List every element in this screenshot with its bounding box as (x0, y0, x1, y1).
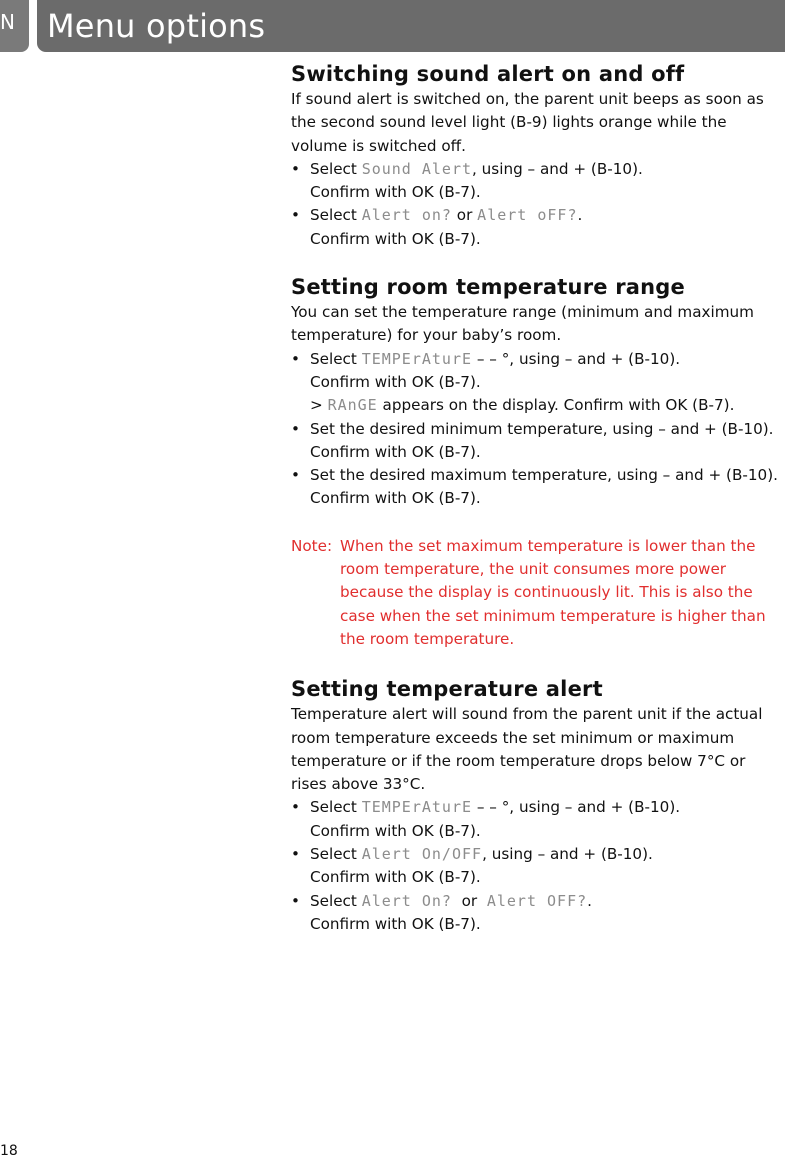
arrow-text: > (310, 396, 328, 415)
list-item (291, 204, 785, 227)
step-text: Set the desired minimum temperature, using – and + (B-10). (310, 419, 774, 438)
section-intro-sound-alert: If sound alert is switched on, the parent unit beeps as soon as the second sound level light (B-9) lights orange while the volume is switched off. (291, 90, 764, 155)
section-intro-temperature-alert: Temperature alert will sound from the parent unit if the actual room temperature exceeds the set minimum or maximum temperature or if the room temperature drops below 7°C or rises above 33°C. (291, 705, 763, 794)
bullet-dot: • (291, 419, 300, 438)
confirm-line: Confirm with OK (B-7). (310, 229, 481, 248)
step-text: Select (310, 159, 362, 178)
confirm-line: Confirm with OK (B-7). (310, 821, 481, 840)
step-text: or (451, 206, 478, 225)
step-text: , using – and + (B-10). (482, 845, 653, 864)
language-label: N (0, 10, 15, 34)
confirm-line: Confirm with OK (B-7). (310, 489, 481, 508)
list-item (291, 158, 785, 181)
result-line (291, 394, 785, 417)
step-text: . (587, 891, 592, 910)
bullet-dot: • (291, 206, 300, 225)
bullet-dot: • (291, 891, 300, 910)
bullet-dot: • (291, 798, 300, 817)
step-text: Select (310, 845, 362, 864)
list-item (291, 843, 785, 866)
section-title-temperature-alert: Setting temperature alert (291, 677, 603, 702)
list-item (291, 890, 785, 913)
step-text: . (577, 206, 583, 225)
note-label: Note: (291, 536, 333, 555)
page-title: Menu options (47, 7, 266, 45)
page-number: 18 (0, 1143, 18, 1159)
step-text: appears on the display. Confirm with OK (B-7). (377, 396, 735, 415)
language-tab (0, 0, 29, 52)
list-item (291, 418, 785, 441)
section-title-sound-alert: Switching sound alert on and off (291, 62, 685, 86)
note-text: When the set maximum temperature is lower than the room temperature, the unit consumes more power because the display is continuously lit. This is also the case when the set minimum temperature is higher than the room temperature. (340, 536, 766, 648)
list-item (291, 348, 785, 371)
list-item (291, 464, 785, 487)
step-text: or (451, 891, 487, 910)
lcd-text: Sound Alert (361, 159, 473, 178)
bullet-dot: • (291, 159, 300, 178)
bullet-dot: • (291, 349, 300, 368)
confirm-line: Confirm with OK (B-7). (310, 914, 481, 933)
bullet-dot: • (291, 845, 300, 864)
lcd-text: Alert OFF? (486, 891, 588, 910)
section-intro-temperature-range: You can set the temperature range (minimum and maximum temperature) for your baby’s room. (291, 303, 754, 345)
spacer (291, 651, 785, 675)
lcd-text: RAnGE (327, 396, 378, 415)
note-block (291, 535, 785, 651)
spacer (291, 251, 785, 273)
confirm-line: Confirm with OK (B-7). (310, 183, 481, 202)
bullet-dot: • (291, 466, 300, 485)
lcd-text: Alert On? (361, 891, 452, 910)
lcd-text: TEMPErAturE (361, 798, 473, 817)
spacer (291, 511, 785, 535)
confirm-line: Confirm with OK (B-7). (310, 442, 481, 461)
confirm-line: Confirm with OK (B-7). (310, 372, 481, 391)
step-text: Set the desired maximum temperature, using – and + (B-10). (310, 466, 778, 485)
lcd-text: Alert On/OFF (361, 845, 483, 864)
step-text: Select (310, 891, 362, 910)
lcd-text: TEMPErAturE (361, 349, 473, 368)
content-column (291, 60, 785, 936)
list-item (291, 796, 785, 819)
confirm-line: Confirm with OK (B-7). (310, 868, 481, 887)
step-text: – – °, using – and + (B-10). (472, 349, 681, 368)
section-title-temperature-range: Setting room temperature range (291, 275, 685, 300)
step-text: Select (310, 798, 362, 817)
lcd-text: Alert oFF? (477, 206, 578, 225)
step-text: Select (310, 206, 362, 225)
step-text: Select (310, 349, 362, 368)
step-text: , using – and + (B-10). (472, 159, 643, 178)
step-text: – – °, using – and + (B-10). (472, 798, 681, 817)
lcd-text: Alert on? (361, 206, 452, 225)
